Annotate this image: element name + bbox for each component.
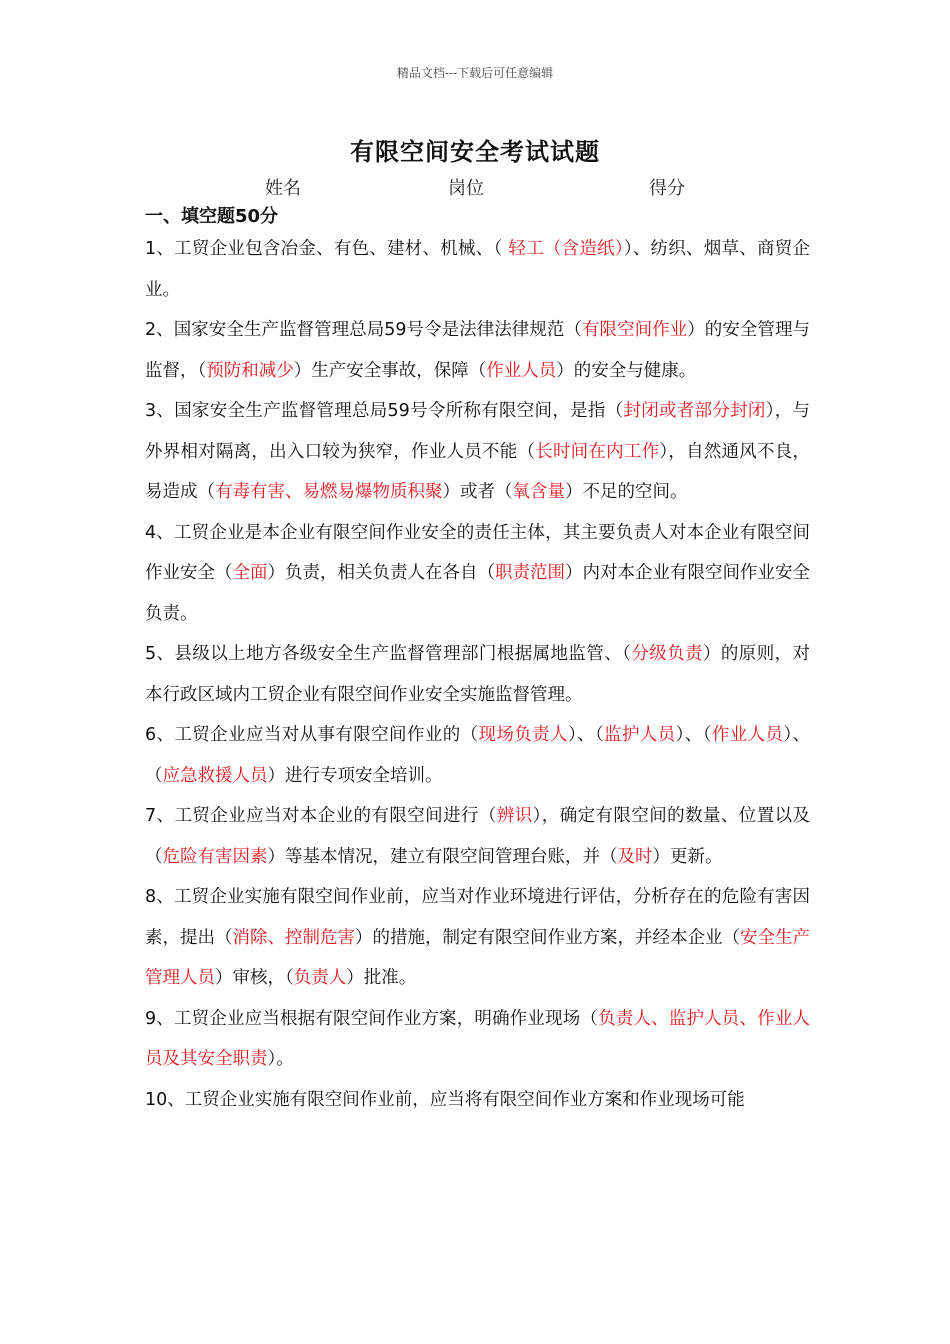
question-text: ），确定有限空间的数量、位置以及（ — [145, 806, 811, 867]
answer-text: 辨识 — [496, 806, 533, 826]
question-text: ）不足的空间。 — [565, 482, 688, 502]
question-text: ）。 — [267, 1049, 294, 1069]
header-watermark: 精品文档---下载后可任意编辑 — [396, 66, 554, 80]
answer-text: 监护人员 — [604, 725, 676, 745]
question-8 — [145, 877, 810, 999]
answer-text: 负责人、监护人员、作业人员及其安全职责 — [145, 1008, 810, 1069]
question-text: ）审核，（ — [215, 968, 294, 988]
question-text: ），与外界相对隔离，出入口较为狭窄，作业人员不能（ — [145, 401, 811, 462]
answer-text: 危险有害因素 — [162, 846, 268, 867]
question-text: 2、国家安全生产监督管理总局59号令是法律法律规范（ — [145, 320, 582, 340]
question-2 — [145, 310, 810, 391]
answer-text: 分级负责 — [631, 644, 703, 664]
page-title: 有限空间安全考试试题 — [350, 138, 600, 166]
question-7 — [145, 796, 810, 877]
question-text: ）的安全与健康。 — [556, 360, 697, 381]
question-text: 6、工贸企业应当对从事有限空间作业的（ — [145, 725, 479, 745]
question-text: ）内对本企业有限空间作业安全负责。 — [145, 563, 810, 624]
section-heading: 一、填空题50分 — [145, 206, 279, 227]
question-text: ）批准。 — [346, 968, 417, 988]
answer-text: 安全生产管理人员 — [145, 927, 810, 988]
question-text: 10、工贸企业实施有限空间作业前，应当将有限空间作业方案和作业现场可能 — [145, 1089, 745, 1110]
question-3 — [145, 391, 810, 513]
question-text: 4、工贸企业是本企业有限空间作业安全的责任主体，其主要负责人对本企业有限空间作业安全（ — [145, 522, 810, 583]
question-text: ）、（ — [145, 725, 811, 786]
question-4 — [145, 513, 810, 635]
question-1 — [145, 229, 810, 310]
score-field-label: 得分 — [649, 178, 685, 199]
answer-text: 预防和减少 — [206, 360, 294, 381]
answer-text: 轻工（含造纸） — [508, 239, 624, 259]
answer-text: 现场负责人 — [478, 725, 568, 745]
question-10 — [145, 1080, 810, 1121]
answer-text: 及时 — [617, 846, 653, 867]
question-text: ）、（ — [567, 725, 605, 745]
question-text: ）等基本情况，建立有限空间管理台账，并（ — [267, 846, 618, 867]
question-text: ）或者（ — [442, 482, 513, 502]
answer-text: 封闭或者部分封闭 — [623, 401, 766, 421]
question-text: ）生产安全事故，保障（ — [293, 360, 487, 381]
answer-text: 有限空间作业 — [581, 320, 688, 340]
name-field-label: 姓名 — [265, 178, 301, 199]
question-text: 9、工贸企业应当根据有限空间作业方案，明确作业现场（ — [145, 1008, 599, 1029]
question-text: ）的原则，对本行政区域内工贸企业有限空间作业安全实施监督管理。 — [145, 644, 811, 705]
post-field-label: 岗位 — [448, 178, 484, 199]
question-6 — [145, 715, 810, 796]
answer-text: 消除、控制危害 — [232, 927, 355, 948]
question-text: ）、纺织、烟草、商贸企业。 — [145, 239, 811, 300]
answer-text: 氧含量 — [512, 482, 565, 502]
answer-text: 职责范围 — [495, 563, 565, 583]
question-text: 3、国家安全生产监督管理总局59号令所称有限空间，是指（ — [145, 401, 624, 421]
answer-text: 长时间在内工作 — [535, 441, 660, 462]
question-text: ）更新。 — [652, 846, 723, 867]
answer-text: 全面 — [232, 563, 268, 583]
question-text: ）的安全管理与监督，（ — [145, 320, 811, 381]
question-9 — [145, 999, 810, 1080]
question-text: ）的措施，制定有限空间作业方案，并经本企业（ — [355, 927, 740, 948]
question-5 — [145, 634, 810, 715]
question-text: 8、工贸企业实施有限空间作业前，应当对作业环境进行评估，分析存在的危险有害因素，提出（ — [145, 887, 810, 948]
student-info-fields — [0, 174, 950, 200]
question-text: 1、工贸企业包含冶金、有色、建材、机械、（ — [145, 239, 509, 259]
answer-text: 有毒有害、易燃易爆物质积聚 — [215, 482, 443, 502]
question-text: 7、工贸企业应当对本企业的有限空间进行（ — [145, 806, 497, 826]
answer-text: 应急救援人员 — [162, 765, 268, 786]
question-text: ）进行专项安全培训。 — [267, 765, 443, 786]
question-text: ）、（ — [675, 725, 712, 745]
answer-text: 负责人 — [293, 968, 347, 988]
answer-text: 作业人员 — [711, 725, 784, 745]
question-text: ），自然通风不良，易造成（ — [145, 441, 811, 502]
question-text: ）负责，相关负责人在各自（ — [267, 563, 495, 583]
answer-text: 作业人员 — [486, 360, 557, 381]
question-list — [145, 229, 810, 1120]
question-text: 5、县级以上地方各级安全生产监督管理部门根据属地监管、（ — [145, 644, 632, 664]
